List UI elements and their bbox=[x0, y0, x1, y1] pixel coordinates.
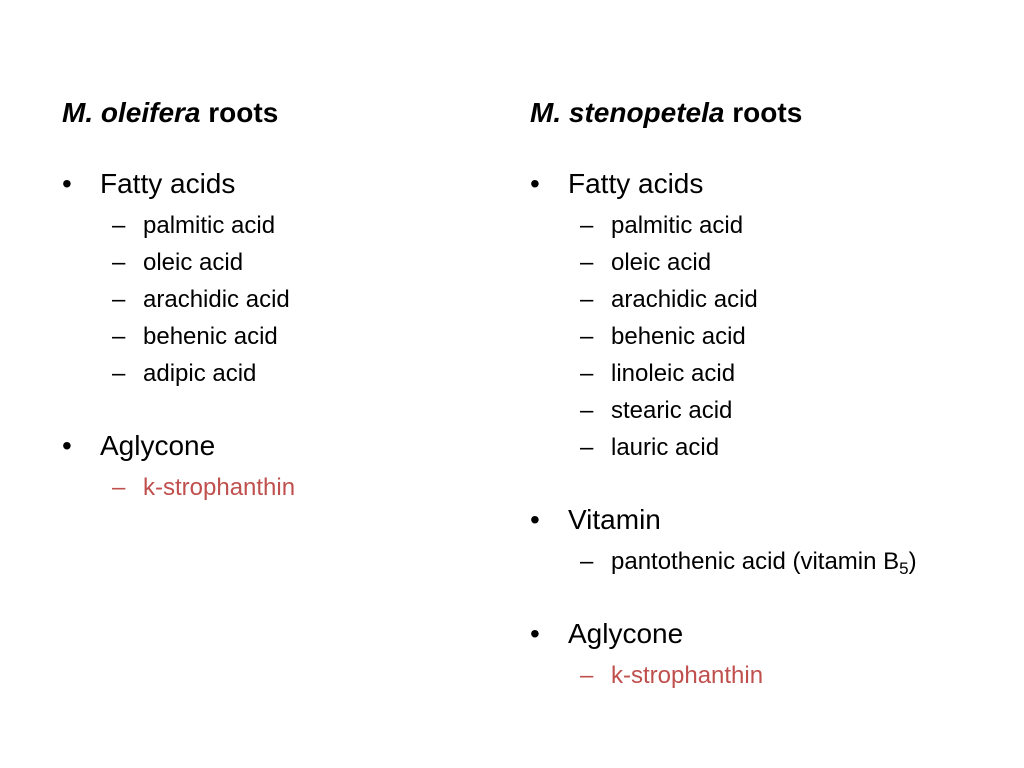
list-item-label: k-strophanthin bbox=[611, 662, 764, 689]
dash-icon: – bbox=[580, 286, 594, 313]
section-vitamin bbox=[530, 503, 1010, 580]
list-item bbox=[62, 318, 512, 355]
dash-icon: – bbox=[580, 323, 594, 350]
section-fatty-acids bbox=[530, 167, 1010, 466]
sub-list bbox=[62, 207, 512, 392]
vitamin-text-close: ) bbox=[908, 548, 917, 575]
list-item bbox=[530, 207, 1010, 244]
sub-list bbox=[62, 469, 512, 506]
section-heading-label: Vitamin bbox=[568, 504, 661, 535]
list-item-label bbox=[611, 543, 917, 580]
sub-list bbox=[530, 657, 1010, 694]
column-stenopetela bbox=[530, 96, 1010, 694]
title-suffix: roots bbox=[200, 97, 279, 128]
dash-icon: – bbox=[580, 212, 594, 239]
list-item-label: linoleic acid bbox=[611, 360, 736, 387]
dash-icon: – bbox=[580, 360, 594, 387]
bullet-icon: • bbox=[530, 168, 540, 199]
dash-icon: – bbox=[112, 323, 126, 350]
list-item-label: oleic acid bbox=[143, 249, 244, 276]
dash-icon: – bbox=[112, 286, 126, 313]
list-item bbox=[530, 657, 1010, 694]
list-item-label: arachidic acid bbox=[143, 286, 290, 313]
column-title bbox=[62, 96, 512, 130]
bullet-icon: • bbox=[62, 168, 72, 199]
list-item bbox=[530, 429, 1010, 466]
section-aglycone bbox=[62, 429, 512, 506]
list-item bbox=[530, 318, 1010, 355]
list-item-label: oleic acid bbox=[611, 249, 712, 276]
list-item bbox=[62, 244, 512, 281]
dash-icon: – bbox=[580, 434, 594, 461]
species-name: M. oleifera bbox=[62, 97, 201, 128]
list-item bbox=[530, 543, 1010, 580]
sub-list bbox=[530, 543, 1010, 580]
section-heading-label: Fatty acids bbox=[100, 168, 236, 199]
list-item-label: adipic acid bbox=[143, 360, 257, 387]
bullet-icon: • bbox=[62, 430, 72, 461]
list-item-label: behenic acid bbox=[611, 323, 746, 350]
dash-icon: – bbox=[580, 249, 594, 276]
section-heading-row bbox=[62, 167, 512, 201]
bullet-icon: • bbox=[530, 504, 540, 535]
bullet-icon: • bbox=[530, 618, 540, 649]
section-heading-label: Aglycone bbox=[100, 430, 216, 461]
section-heading-label: Aglycone bbox=[568, 618, 684, 649]
list-item bbox=[530, 355, 1010, 392]
column-oleifera bbox=[62, 96, 512, 506]
dash-icon: – bbox=[580, 662, 594, 689]
list-item bbox=[62, 469, 512, 506]
dash-icon: – bbox=[112, 249, 126, 276]
section-aglycone bbox=[530, 617, 1010, 694]
dash-icon: – bbox=[580, 548, 594, 575]
section-heading-row bbox=[530, 503, 1010, 537]
list-item bbox=[62, 207, 512, 244]
section-heading-row bbox=[530, 617, 1010, 651]
list-item-label: palmitic acid bbox=[143, 212, 276, 239]
list-item-label: stearic acid bbox=[611, 397, 733, 424]
list-item bbox=[530, 281, 1010, 318]
dash-icon: – bbox=[112, 474, 126, 501]
dash-icon: – bbox=[112, 212, 126, 239]
list-item bbox=[530, 244, 1010, 281]
section-fatty-acids bbox=[62, 167, 512, 392]
dash-icon: – bbox=[112, 360, 126, 387]
vitamin-b5-subscript: 5 bbox=[899, 559, 909, 578]
list-item-label: behenic acid bbox=[143, 323, 278, 350]
dash-icon: – bbox=[580, 397, 594, 424]
vitamin-text: pantothenic acid (vitamin B bbox=[611, 548, 900, 575]
sub-list bbox=[530, 207, 1010, 466]
column-title bbox=[530, 96, 1010, 130]
section-heading-label: Fatty acids bbox=[568, 168, 704, 199]
list-item-label: k-strophanthin bbox=[143, 474, 296, 501]
list-item bbox=[62, 281, 512, 318]
list-item-label: arachidic acid bbox=[611, 286, 758, 313]
section-heading-row bbox=[62, 429, 512, 463]
list-item bbox=[62, 355, 512, 392]
title-suffix: roots bbox=[724, 97, 803, 128]
list-item-label: lauric acid bbox=[611, 434, 720, 461]
list-item-label: palmitic acid bbox=[611, 212, 744, 239]
species-name: M. stenopetela bbox=[530, 97, 725, 128]
list-item bbox=[530, 392, 1010, 429]
section-heading-row bbox=[530, 167, 1010, 201]
